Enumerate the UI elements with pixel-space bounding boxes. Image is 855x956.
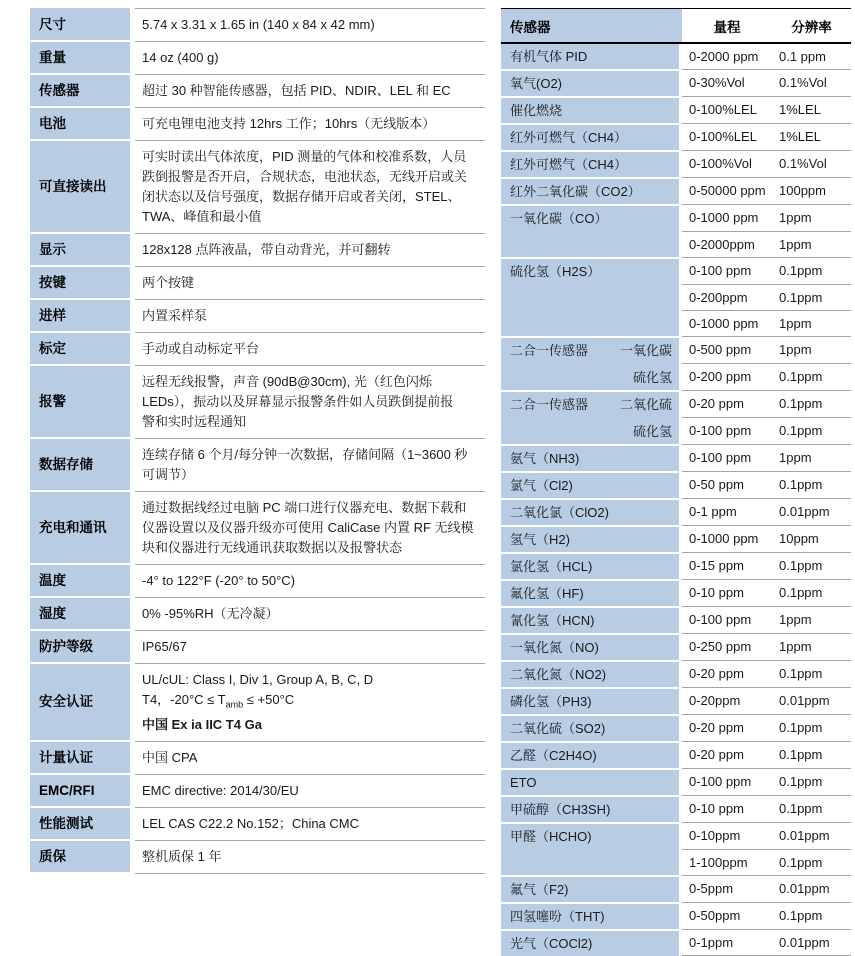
spec-value-line: 通过数据线经过电脑 PC 端口进行仪器充电、数据下载和 [142,500,467,515]
sensor-name: 一氧化碳（CO） [510,211,608,226]
sensor-name: 红外二氧化碳（CO2） [510,184,641,199]
spec-label: 湿度 [30,598,130,631]
sensor-resolution: 1%LEL [772,123,851,150]
spec-row [30,42,485,75]
sensor-range: 0-100 ppm [682,417,772,444]
spec-value [135,631,485,664]
sensor-name: 乙醛（C2H4O) [510,748,597,763]
spec-row [30,598,485,631]
sensor-row [501,390,851,417]
sensor-resolution: 0.1%Vol [772,150,851,177]
spec-label: 报警 [30,366,130,439]
sensor-row [501,579,851,606]
sensor-name-cell [501,768,679,795]
spec-value-line: 可充电锂电池支持 12hrs 工作；10hrs（无线版本） [142,116,436,131]
sensor-table-header [501,9,851,44]
sensor-row [501,875,851,902]
sensor-row [501,284,851,310]
sensor-row [501,929,851,956]
sensor-range: 0-100 ppm [682,606,772,633]
sensor-name: 一氧化氮（NO) [510,640,599,655]
spec-value-line: 远程无线报警，声音 (90dB@30cm), 光（红色闪烁 [142,374,432,389]
spec-value-line: 可实时读出气体浓度，PID 测量的气体和校准系数，人员 [142,149,467,164]
sensor-name: 氯气（Cl2) [510,478,573,493]
sensor-resolution: 100ppm [772,177,851,204]
sensor-range: 0-1 ppm [682,498,772,525]
sensor-column-header: 传感器 [501,9,682,42]
sensor-name: 二合一传感器 [510,343,589,358]
sensor-resolution: 0.1 ppm [779,49,826,64]
sensor-range: 0-2000 ppm [689,49,759,64]
spec-row [30,565,485,598]
sensor-range: 0-100%Vol [682,150,772,177]
sensor-range: 0-20 ppm [682,714,772,741]
sensor-name: 氧气(O2) [510,76,563,91]
sensor-row [501,714,851,741]
sensor-name: 二氧化氮（NO2) [510,667,607,682]
sensor-range: 0-100%LEL [682,96,772,123]
spec-label: 标定 [30,333,130,366]
spec-row [30,141,485,234]
spec-row [30,234,485,267]
sensor-row [501,150,851,177]
sensor-name: 氢气（H2) [510,532,570,547]
spec-label: 显示 [30,234,130,267]
spec-value [135,565,485,598]
sensor-range: 0-20 ppm [682,390,772,417]
sensor-name-cell [501,310,679,336]
sensor-range: 0-100 ppm [682,257,772,284]
spec-row [30,333,485,366]
sensor-row [501,552,851,579]
spec-row [30,267,485,300]
sensor-name-cell [501,417,679,444]
sensor-resolution: 0.1ppm [772,257,851,284]
spec-label: 质保 [30,841,130,874]
sensor-range: 0-250 ppm [682,633,772,660]
spec-label: 温度 [30,565,130,598]
sensor-range: 0-500 ppm [682,336,772,363]
sensor-range: 0-5ppm [682,875,772,902]
sensor-name-cell [501,660,679,687]
sensor-name: 催化燃烧 [510,103,563,118]
spec-row [30,841,485,874]
sensor-range: 0-50000 ppm [682,177,772,204]
spec-label: 性能测试 [30,808,130,841]
sensor-row [501,231,851,257]
sensor-resolution: 0.1ppm [772,284,851,310]
spec-value [135,8,485,42]
spec-value-line: 5.74 x 3.31 x 1.65 in (140 x 84 x 42 mm) [142,17,375,32]
sensor-resolution: 0.1ppm [772,552,851,579]
spec-label: 安全认证 [30,664,130,742]
sensor-name-cell [501,498,679,525]
sensor-row [501,768,851,795]
sensor-row [501,471,851,498]
sensor-name: ETO [510,775,537,790]
sensor-name-cell [501,525,679,552]
sensor-row [501,123,851,150]
sensor-name-cell [501,123,679,150]
spec-value-line [142,690,477,715]
sensor-name-cell [501,633,679,660]
sensor-range: 0-2000ppm [682,231,772,257]
spec-value [135,333,485,366]
spec-row [30,742,485,775]
spec-value-line: UL/cUL: Class I, Div 1, Group A, B, C, D [142,672,374,687]
sensor-subname: 一氧化碳 [619,343,672,358]
sensor-row [501,177,851,204]
spec-value [135,75,485,108]
spec-row [30,808,485,841]
spec-value-segment: T4，-20°C ≤ T [142,692,226,707]
spec-value [135,300,485,333]
spec-value [135,234,485,267]
sensor-resolution: 0.1ppm [772,579,851,606]
sensor-row [501,96,851,123]
spec-label: 充电和通讯 [30,492,130,565]
device-spec-rows [30,8,485,874]
sensor-resolution: 0.1ppm [772,795,851,822]
spec-value [135,439,485,492]
spec-value-line: 128x128 点阵液晶，带自动背光，并可翻转 [142,242,391,257]
sensor-resolution: 1ppm [772,444,851,471]
sensor-name-cell [501,822,679,849]
sensor-resolution: 1%LEL [772,96,851,123]
spec-value [135,366,485,439]
sensor-subname: 硫化氢 [632,370,672,385]
sensor-name: 二氧化硫（SO2) [510,721,606,736]
spec-value-line: 跌倒报警是否开启，合规状态，电池状态，无线开启或关 [142,169,468,184]
spec-value-line: IP65/67 [142,639,187,654]
spec-value-line: 内置采样泵 [142,308,208,323]
sensor-resolution: 1ppm [772,204,851,231]
sensor-name: 甲醛（HCHO) [510,829,592,844]
sensor-resolution: 10ppm [772,525,851,552]
sensor-name: 红外可燃气（CH4） [510,157,628,172]
sensor-range: 0-10 ppm [682,579,772,606]
sensor-row [501,795,851,822]
sensor-name-cell [501,687,679,714]
spec-label: 计量认证 [30,742,130,775]
sensor-row [501,417,851,444]
sensor-row [501,902,851,929]
sensor-resolution: 0.1ppm [772,471,851,498]
spec-value-line [142,715,477,735]
sensor-name-cell [501,257,679,284]
spec-value-line: 中国 CPA [142,749,198,765]
sensor-range: 0-1ppm [682,929,772,956]
sensor-name: 二氧化氯（ClO2) [510,505,609,520]
spec-label: 防护等级 [30,631,130,664]
sensor-name-cell [501,150,679,177]
sensor-row [501,363,851,390]
sensor-resolution: 0.01ppm [772,498,851,525]
sensor-name-cell [501,177,679,204]
sensor-row [501,44,851,69]
spec-value [135,108,485,141]
spec-value [135,42,485,75]
spec-value-line: -4° to 122°F (-20° to 50°C) [142,573,296,588]
spec-value-line: 两个按键 [142,275,195,290]
spec-row [30,366,485,439]
spec-value-line: LEDs），振动以及屏幕显示报警条件如人员跌倒提前报 [142,394,454,409]
sensor-resolution: 0.1ppm [772,714,851,741]
sensor-resolution: 0.1ppm [772,390,851,417]
sensor-resolution: 0.01ppm [772,875,851,902]
sensor-range: 0-1000 ppm [682,525,772,552]
sensor-name-cell [501,231,679,257]
spec-label: 进样 [30,300,130,333]
sensor-name-cell [501,44,679,69]
spec-value-line: 0% -95%RH（无冷凝） [142,606,279,621]
sensor-row [501,257,851,284]
sensor-name-cell [501,69,679,96]
sensor-range: 0-100 ppm [682,768,772,795]
spec-value-line: 块和仪器进行无线通讯获取数据以及报警状态 [142,540,403,555]
sensor-row [501,336,851,363]
spec-row [30,8,485,42]
spec-label: 重量 [30,42,130,75]
spec-value-line: 仪器设置以及仪器升级亦可使用 CaliCase 内置 RF 无线模 [142,520,474,535]
sensor-row [501,525,851,552]
sensor-range: 0-1000 ppm [682,204,772,231]
range-column-header: 量程 [713,20,741,35]
sensor-name: 光气（COCl2) [510,936,593,951]
sensor-range: 0-100 ppm [682,444,772,471]
spec-label: EMC/RFI [30,775,130,808]
sensor-name-cell [501,606,679,633]
sensor-subname: 硫化氢 [632,424,672,439]
spec-value [135,775,485,808]
spec-row [30,492,485,565]
spec-value-line: 手动或自动标定平台 [142,341,260,356]
device-spec-table [30,8,485,874]
sensor-resolution: 1ppm [772,310,851,336]
sensor-name-cell [501,96,679,123]
sensor-name-cell [501,795,679,822]
sensor-row [501,310,851,336]
sensor-range: 0-10ppm [682,822,772,849]
sensor-name: 有机气体 PID [510,49,588,64]
sensor-name-cell [501,471,679,498]
sensor-range: 0-200 ppm [682,363,772,390]
sensor-name: 氟气（F2) [510,882,569,897]
spec-value-segment: amb [225,699,244,710]
sensor-name-cell [501,284,679,310]
sensor-name: 氯化氢（HCL) [510,559,593,574]
spec-value [135,598,485,631]
spec-row [30,439,485,492]
sensor-range: 0-15 ppm [682,552,772,579]
sensor-resolution: 1ppm [772,231,851,257]
sensor-resolution: 1ppm [772,336,851,363]
sensor-resolution: 0.1ppm [772,417,851,444]
sensor-name-cell [501,204,679,231]
sensor-resolution: 0.1ppm [772,741,851,768]
sensor-name-cell [501,363,679,390]
spec-value-line: 整机质保 1 年 [142,848,222,864]
sensor-resolution: 1ppm [772,633,851,660]
sensor-name: 氰化氢（HCN) [510,613,595,628]
spec-row [30,75,485,108]
spec-value-line: 连续存储 6 个月/每分钟一次数据，存储间隔（1~3600 秒 [142,447,468,462]
sensor-name: 硫化氢（H2S） [510,264,601,279]
spec-label: 可直接读出 [30,141,130,234]
sensor-row [501,444,851,471]
resolution-column-header: 分辨率 [791,20,832,35]
sensor-range: 1-100ppm [682,849,772,875]
sensor-name-cell [501,444,679,471]
sensor-subname: 二氧化硫 [619,397,672,412]
spec-value [135,664,485,742]
sensor-name: 氟化氢（HF) [510,586,584,601]
sensor-range: 0-50ppm [682,902,772,929]
spec-value [135,841,485,874]
sensor-name-cell [501,579,679,606]
sensor-spec-table [501,8,851,956]
sensor-name: 氨气（NH3) [510,451,580,466]
sensor-name-cell [501,336,679,363]
sensor-range: 0-10 ppm [682,795,772,822]
spec-row [30,775,485,808]
sensor-resolution: 0.1ppm [772,902,851,929]
spec-value-line: TWA、峰值和最小值 [142,209,262,224]
spec-value [135,492,485,565]
sensor-range: 0-100%LEL [682,123,772,150]
sensor-row [501,741,851,768]
sensor-range: 0-200ppm [682,284,772,310]
sensor-name: 二合一传感器 [510,397,589,412]
sensor-resolution: 0.01ppm [772,929,851,956]
sensor-name-cell [501,741,679,768]
sensor-row [501,687,851,714]
spec-label: 数据存储 [30,439,130,492]
sensor-range: 0-20 ppm [682,660,772,687]
sensor-row [501,849,851,875]
spec-value [135,141,485,234]
spec-label: 尺寸 [30,8,130,42]
sensor-range: 0-50 ppm [682,471,772,498]
sensor-resolution: 0.1ppm [772,849,851,875]
spec-row [30,300,485,333]
sensor-name-cell [501,902,679,929]
sensor-range: 0-20ppm [682,687,772,714]
spec-label: 传感器 [30,75,130,108]
sensor-name-cell [501,390,679,417]
sensor-row [501,498,851,525]
sensor-row [501,660,851,687]
spec-label: 电池 [30,108,130,141]
spec-row [30,664,485,742]
spec-value-line: LEL CAS C22.2 No.152；China CMC [142,815,360,831]
spec-row [30,631,485,664]
sensor-name: 甲硫醇（CH3SH) [510,802,611,817]
sensor-name-cell [501,552,679,579]
spec-value-line: EMC directive: 2014/30/EU [142,782,299,798]
spec-value [135,742,485,775]
sensor-name-cell [501,875,679,902]
sensor-row [501,606,851,633]
sensor-name-cell [501,714,679,741]
sensor-resolution: 0.01ppm [772,687,851,714]
sensor-name-cell [501,929,679,956]
sensor-name: 四氢噻吩（THT) [510,909,605,924]
spec-row [30,108,485,141]
sensor-range: 0-30%Vol [682,69,772,96]
sensor-row [501,633,851,660]
sensor-row [501,69,851,96]
sensor-resolution: 1ppm [772,606,851,633]
spec-value-segment: ≤ +50°C [243,692,295,707]
sensor-resolution: 0.1ppm [772,768,851,795]
spec-value-line: 14 oz (400 g) [142,50,219,65]
sensor-name-cell [501,849,679,875]
sensor-name: 磷化氢（PH3) [510,694,592,709]
spec-value [135,267,485,300]
spec-label: 按键 [30,267,130,300]
sensor-resolution: 0.1ppm [772,660,851,687]
sensor-row [501,822,851,849]
sensor-row [501,204,851,231]
sensor-resolution: 0.1ppm [772,363,851,390]
sensor-range: 0-20 ppm [682,741,772,768]
spec-value-line: 警和实时远程通知 [142,414,247,429]
spec-value [135,808,485,841]
sensor-name: 红外可燃气（CH4） [510,130,628,145]
sensor-range: 0-1000 ppm [682,310,772,336]
spec-value-line: 超过 30 种智能传感器，包括 PID、NDIR、LEL 和 EC [142,83,451,98]
spec-value-line: 闭状态以及信号强度，数据存储开启或者关闭，STEL、 [142,189,461,204]
sensor-resolution: 0.1%Vol [772,69,851,96]
spec-value-line: 可调节） [142,467,195,482]
sensor-resolution: 0.01ppm [772,822,851,849]
spec-value-segment: 中国 Ex ia IIC T4 Ga [142,716,262,732]
sensor-table-rows [501,44,851,956]
